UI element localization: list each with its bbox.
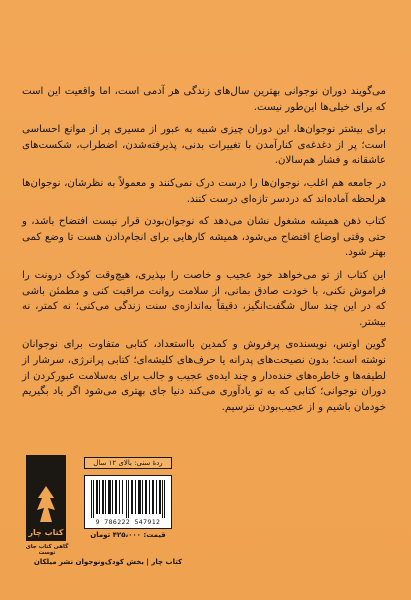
publisher-tagline: گاهی کتاب جای توست (25, 544, 69, 556)
publisher-imprint: کتاب چار | بخش کودک‌ونوجوان نشر میلکان (33, 558, 183, 566)
barcode (84, 475, 172, 529)
price-label: قیمت: ۴۲۵،۰۰۰ تومان (90, 531, 166, 539)
barcode-bars (89, 480, 167, 518)
back-cover-footer (0, 455, 411, 600)
blurb-paragraph: در جامعه هم اغلب، نوجوان‌ها را درست درک نمی‌کنند و معمولاً به نظرشان، نوجوان‌ها هرلحظه آماده‌اند که دردسر تازه‌ای درست کنند. (22, 177, 386, 205)
publisher-logo (26, 455, 66, 541)
logo-text: کتاب چار (28, 528, 64, 537)
blurb-paragraph: گوین اوتس، نویسنده‌ی پرفروش و کمدین بااستعداد، کتابی متفاوت برای نوجوانان نوشته است؛ بدون نصیحت‌های پدرانه یا حرف‌های کلیشه‌ای؛ کتابی پرانرژی، سرشار از لطیفه‌ها و خاطره‌های خنده‌دار و چند ایده‌ی عجیب و جالب برای به‌سلامت عبورکردن از دوران نوجوانی؛ کتابی که به تو یادآوری می‌کند دنیا جای بهتری می‌شود اگر یاد بگیریم خودمان باشیم و از عجیب‌بودن نترسیم. (22, 339, 386, 413)
fox-logo-icon (34, 484, 58, 524)
isbn-number: 9 786222 547912 (95, 518, 161, 526)
blurb-paragraph: می‌گویند دوران نوجوانی بهترین سال‌های زندگی هر آدمی است، اما واقعیت این است که برای خیلی‌ها این‌طور نیست. (22, 86, 386, 113)
blurb-paragraph: این کتاب از تو می‌خواهد خود عجیب و خاصت را بپذیری، هیچ‌وقت کودک درونت را فراموش نکنی، با خودت صادق بمانی، از سلامت روانت مراقبت کنی و مطمئن باشی که در این چند سال شگفت‌انگیز، دقیقاً به‌اندازه‌ی سنت زندگی می‌کنی؛ نه کمتر، نه بیشتر. (22, 269, 386, 328)
age-rating: ردهٔ سنی: بالای ۱۲ سال (84, 457, 172, 469)
blurb-paragraph: کتاب ذهن همیشه مشغول نشان می‌دهد که نوجوان‌بودن قرار نیست افتضاح باشد، و حتی وقتی اوضاع افتضاح می‌شود، همیشه کارهایی برای انجام‌دادن هست تا وضع کمی بهتر شود. (22, 216, 386, 259)
blurb-paragraph: برای بیشتر نوجوان‌ها، این دوران چیزی شبیه به عبور از مسیری پر از موانع احساسی است؛ پر از دغدغه‌ی کنارآمدن با تغییرات بدنی، پذیرفته‌شدن، اضطراب، شکست‌های عاشقانه و فشار هم‌سالان. (22, 124, 386, 167)
blurb-text (22, 84, 386, 422)
